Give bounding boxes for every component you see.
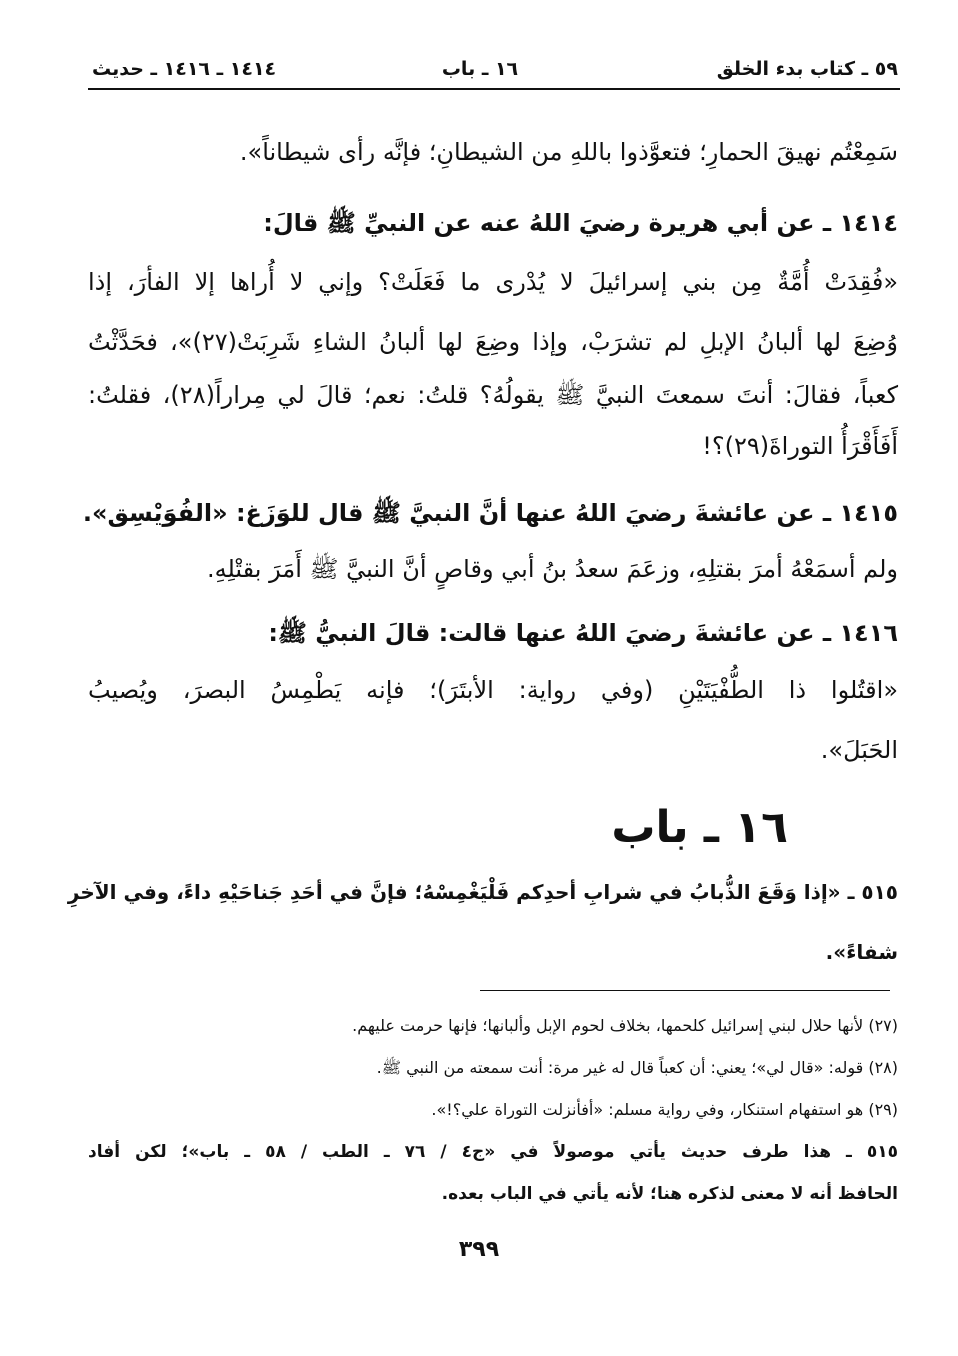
body-line-1: سَمِعْتُم نهيقَ الحمارِ؛ فتعوَّذوا باللهِ من الشيطانِ؛ فإنَّه رأى شيطاناً». (239, 138, 898, 166)
chapter-title: ١٦ ـ باب (611, 802, 788, 853)
footnote-515-line-1: ٥١٥ ـ هذا طرف حديث يأتي موصولاً في «ج٤ / ٧٦ ـ الطب / ٥٨ ـ باب»؛ لكن أفاد (88, 1142, 898, 1162)
body-line-11: الحَبَلَ». (820, 736, 898, 764)
body-line-6: أَفَأَقْرَأُ التوراةَ(٢٩)؟! (702, 432, 898, 460)
footnote-515-line-2: الحافظ أنه لا معنى لذكره هنا؛ لأنه يأتي في الباب بعده. (441, 1184, 898, 1204)
body-line-4: وُضِعَ لها ألبانُ الإبلِ لم تشرَبْ، وإذا وضِعَ لها ألبانُ الشاءِ شَرِبَتْ(٢٧)»، فحَدَّثْتُ (88, 328, 898, 356)
hadith-1416-heading: ١٤١٦ ـ عن عائشةَ رضيَ اللهُ عنها قالت: قالَ النبيُّ ﷺ: (268, 619, 898, 647)
footnote-28: (٢٨) قوله: «قال لي»؛ يعني: أن كعباً قال له غير مرة: أنت سمعته من النبي ﷺ. (376, 1058, 898, 1077)
header-rule (88, 88, 900, 90)
hadith-1414-heading: ١٤١٤ ـ عن أبي هريرة رضيَ اللهُ عنه عن النبيِّ ﷺ قالَ: (263, 209, 898, 237)
body-line-3: «فُقِدَتْ أُمَّةٌ مِن بني إسرائيلَ لا يُدْرى ما فَعَلَتْ؟ وإني لا أُراها إلا الفأرَ، إذا (88, 268, 898, 296)
body-line-8: ولم أسمَعْهُ أمرَ بقتلِهِ، وزعَمَ سعدُ بنُ أبي وقاصٍ أنَّ النبيَّ ﷺ أَمَرَ بقتْلِهِ. (206, 555, 898, 583)
hadith-1415-heading: ١٤١٥ ـ عن عائشةَ رضيَ اللهُ عنها أنَّ النبيَّ ﷺ قال للوَزَغ: «الفُوَيْسِق». (82, 499, 898, 527)
footnote-29: (٢٩) هو استفهام استنكار، وفي رواية مسلم: «أفأنزلت التوراة علي؟!». (431, 1100, 898, 1119)
footnote-27: (٢٧) لأنها حلال لبني إسرائيل كلحمها، بخلاف لحوم الإبل وألبانها؛ فإنها حرمت عليهم. (352, 1016, 898, 1035)
header-section: ١٦ ـ باب (441, 58, 519, 80)
body-line-10: «اقتُلوا ذا الطُّفْيَتَيْنِ (وفي رواية: الأبتَرَ)؛ فإنه يَطْمِسُ البصرَ، ويُصيبُ (88, 676, 898, 704)
footnote-rule (480, 990, 890, 991)
section-line-1: ٥١٥ ـ «إذا وَقَعَ الذُّبابُ في شرابِ أحدِكم فَلْيَغْمِسْهُ؛ فإنَّ في أحَدِ جَناحَيْهِ داءً، وفي الآخرِ (67, 880, 898, 904)
header-hadith-range: ١٤١٤ ـ ١٤١٦ ـ حديث (92, 58, 277, 80)
body-line-5: كعباً، فقالَ: أنتَ سمعتَ النبيَّ ﷺ يقولُهُ؟ قلتُ: نعم؛ قالَ لي مِراراً(٢٨)، فقلتُ: (88, 381, 898, 409)
section-line-2: شفاءً». (825, 940, 898, 964)
header-chapter: ٥٩ ـ كتاب بدء الخلق (716, 58, 898, 80)
page-number: ٣٩٩ (458, 1237, 500, 1262)
